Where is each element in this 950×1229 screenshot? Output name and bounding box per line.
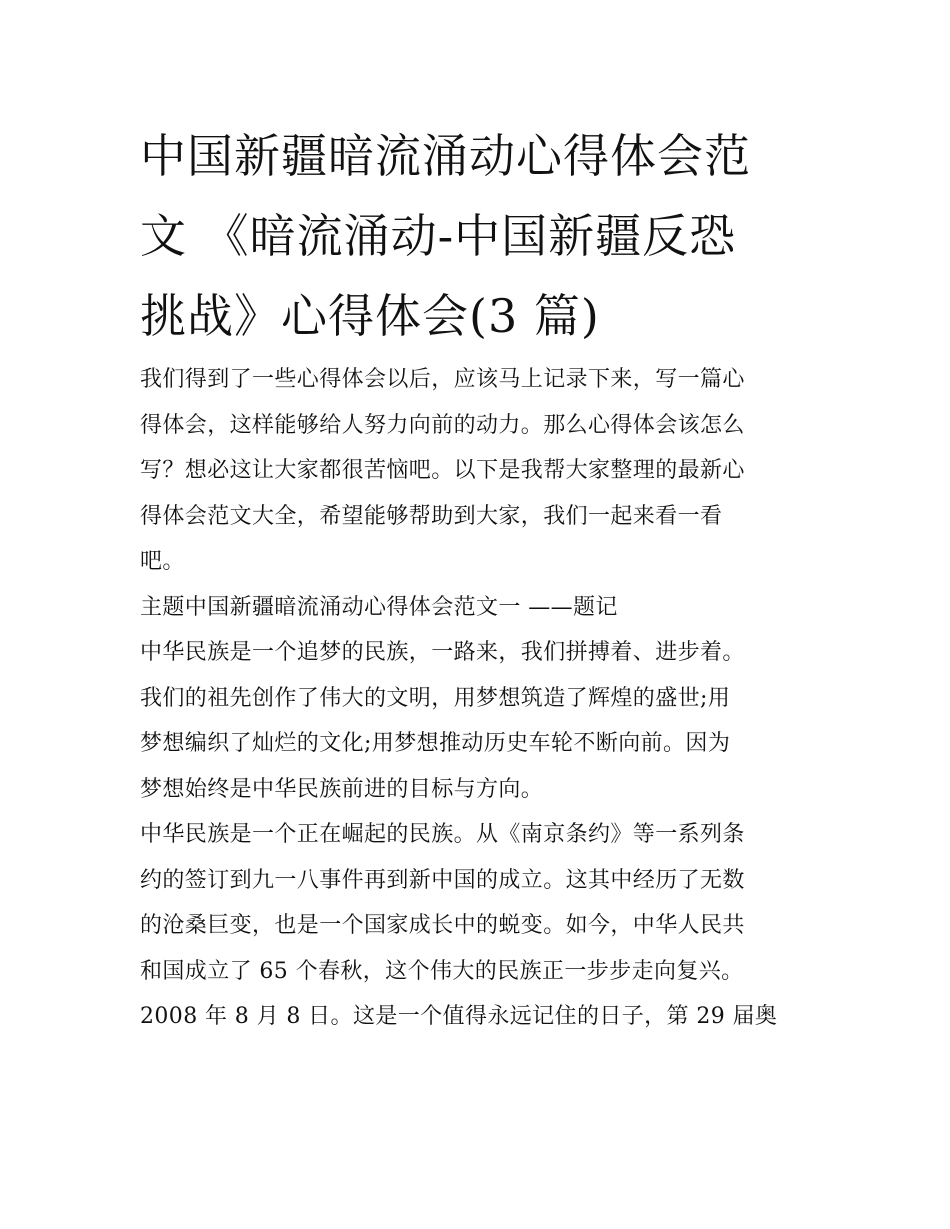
section-heading: 主题中国新疆暗流涌动心得体会范文一 ——题记 — [140, 594, 618, 620]
intro-line: 写？想必这让大家都很苦恼吧。以下是我帮大家整理的最新心 — [140, 458, 745, 483]
paragraph-line: 梦想编织了灿烂的文化;用梦想推动历史车轮不断向前。因为 — [140, 731, 731, 756]
paragraph-line: 中华民族是一个追梦的民族，一路来，我们拼搏着、进步着。 — [140, 640, 745, 665]
paragraph-line: 和国成立了 65 个春秋，这个伟大的民族正一步步走向复兴。 — [140, 958, 744, 984]
intro-line: 得体会，这样能够给人努力向前的动力。那么心得体会该怎么 — [140, 412, 745, 438]
title-line-1: 中国新疆暗流涌动心得体会范 — [140, 129, 751, 183]
title-line-3: 挑战》心得体会(3 篇) — [140, 289, 600, 343]
paragraph-line: 的沧桑巨变，也是一个国家成长中的蜕变。如今，中华人民共 — [140, 913, 745, 938]
document-body — [140, 357, 820, 1040]
intro-line: 得体会范文大全，希望能够帮助到大家，我们一起来看一看 — [140, 503, 723, 529]
intro-line: 吧。 — [140, 549, 185, 574]
paragraph-line: 中华民族是一个正在崛起的民族。从《南京条约》等一系列条 — [140, 822, 745, 847]
body-paragraph-2 — [140, 812, 820, 1040]
paragraph-line: 梦想始终是中华民族前进的目标与方向。 — [140, 776, 544, 802]
title-line-2: 文 《暗流涌动-中国新疆反恐 — [140, 209, 737, 263]
paragraph-line: 约的签订到九一八事件再到新中国的成立。这其中经历了无数 — [140, 867, 745, 893]
paragraph-line: 我们的祖先创作了伟大的文明，用梦想筑造了辉煌的盛世;用 — [140, 685, 731, 711]
intro-paragraph — [140, 357, 820, 585]
paragraph-line: 2008 年 8 月 8 日。这是一个值得永远记住的日子，第 29 届奥 — [140, 1004, 778, 1029]
intro-line: 我们得到了一些心得体会以后，应该马上记录下来，写一篇心 — [140, 367, 745, 392]
body-paragraph-1 — [140, 630, 820, 812]
document-title — [140, 116, 840, 356]
